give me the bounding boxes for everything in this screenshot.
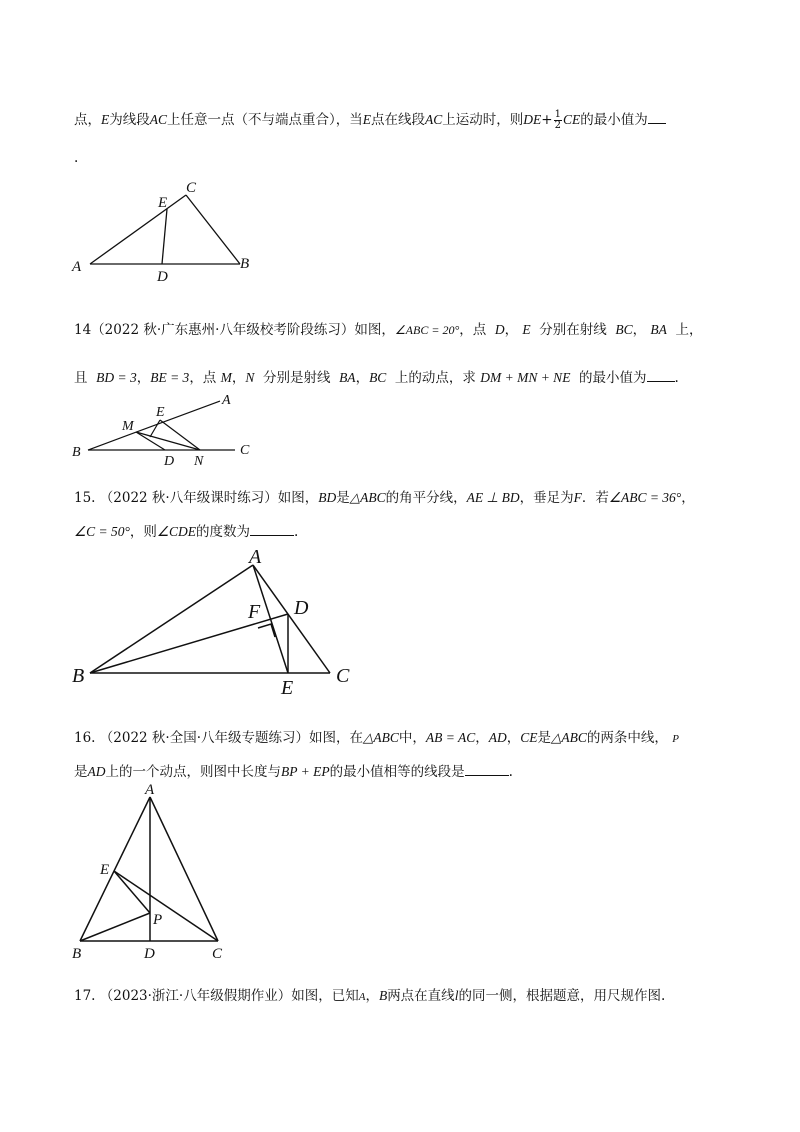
text: 的同一侧，根据题意，用尺规作图. <box>458 988 666 1004</box>
triangle-ABC: △ABC <box>551 730 587 745</box>
text: ， <box>475 730 489 746</box>
angle-ABC: ∠ABC = 36° <box>608 490 682 505</box>
text: ， <box>365 988 379 1004</box>
label-M: M <box>122 419 134 434</box>
label-B: B <box>72 445 81 460</box>
q16-line1 <box>74 726 679 746</box>
text: 上运动时，则 <box>442 112 524 128</box>
text: . <box>674 370 679 386</box>
var-E: E <box>522 322 531 337</box>
q15-line1 <box>74 486 695 506</box>
text: . <box>293 524 299 540</box>
text: 17. （2023·浙江·八年级假期作业）如图，已知 <box>74 988 359 1004</box>
eq-AB-AC: AB = AC <box>425 730 476 745</box>
text: 14（2022 秋·广东惠州·八年级校考阶段练习）如图， <box>74 322 395 338</box>
var-M: M <box>220 370 232 385</box>
text: 的最小值为 <box>580 112 648 128</box>
text: 的两条中线， <box>586 730 668 746</box>
text: 15. （2022 秋·八年级课时练习）如图， <box>74 490 319 506</box>
var-D: D <box>494 322 505 337</box>
frac-den: 2 <box>554 120 561 131</box>
label-A: A <box>222 393 231 408</box>
text: 16. （2022 秋·全国·八年级专题练习）如图，在 <box>74 730 363 746</box>
answer-blank <box>648 111 666 124</box>
text: 上任意一点（不与端点重合），当 <box>167 112 363 128</box>
var-B: B <box>378 988 388 1003</box>
text: 是 <box>336 490 350 506</box>
text: ．若 <box>581 490 609 506</box>
label-D: D <box>164 454 175 469</box>
label-A: A <box>145 782 155 798</box>
label-E: E <box>158 195 168 211</box>
text: . <box>508 764 513 780</box>
q15-line2 <box>74 520 298 540</box>
answer-blank <box>250 523 294 536</box>
text: 两点在直线 <box>387 988 455 1004</box>
fraction <box>554 110 562 131</box>
label-B: B <box>240 256 250 272</box>
var-BC: BC <box>615 322 633 337</box>
text: 分别是射线 <box>262 370 331 386</box>
answer-blank <box>647 369 675 382</box>
text: 的角平分线， <box>385 490 467 506</box>
label-D: D <box>294 597 309 619</box>
q16-line2 <box>74 760 513 780</box>
angle-ABC: ∠ABC = 20° <box>394 323 460 337</box>
label-B: B <box>72 665 85 687</box>
triangle-ABC: △ABC <box>363 730 399 745</box>
var-N: N <box>245 370 255 385</box>
label-C: C <box>212 946 223 962</box>
text: ，点 <box>459 322 487 338</box>
var-AC: AC <box>149 112 168 127</box>
text: 是 <box>537 730 552 746</box>
label-D: D <box>157 269 168 285</box>
var-A: A <box>358 991 366 1003</box>
label-N: N <box>194 454 204 469</box>
text: ， <box>136 370 151 386</box>
label-F: F <box>248 601 261 623</box>
eq-BD: BD = 3 <box>96 370 137 385</box>
var-E: E <box>101 112 110 127</box>
var-AC: AC <box>425 112 443 127</box>
text: 分别在射线 <box>539 322 607 338</box>
text: ， <box>231 370 246 386</box>
var-l: l <box>454 988 459 1003</box>
text: 上的动点，求 <box>394 370 476 386</box>
frac-num: 1 <box>554 109 561 120</box>
q13-line1 <box>74 108 666 131</box>
var-AD: AD <box>488 730 507 745</box>
var-BA: BA <box>650 322 667 337</box>
perp-AE-BD: AE ⊥ BD <box>466 490 520 505</box>
label-A: A <box>249 546 262 568</box>
eq-BE: BE = 3 <box>150 370 190 385</box>
var-AD: AD <box>87 764 106 779</box>
answer-blank <box>465 763 509 776</box>
label-C: C <box>186 180 197 196</box>
text: 点， <box>74 112 101 128</box>
text: 为线段 <box>109 112 150 128</box>
text: 的度数为 <box>195 524 250 540</box>
text: 点在线段 <box>371 112 426 128</box>
text: 是 <box>74 764 88 780</box>
var-CE: CE <box>562 112 581 127</box>
text: 的最小值相等的线段是 <box>329 764 465 780</box>
var-DE: DE <box>523 112 542 127</box>
text: ， <box>681 490 695 506</box>
var-CE: CE <box>520 730 538 745</box>
text: 中， <box>398 730 426 746</box>
var-P: P <box>672 733 679 745</box>
var-BA: BA <box>339 370 356 385</box>
label-A: A <box>72 259 82 275</box>
text: 上的一个动点，则图中长度与 <box>105 764 281 780</box>
text: ， <box>506 730 521 746</box>
label-E: E <box>156 405 165 420</box>
q14-line1 <box>74 318 702 338</box>
expr-BP-EP: BP + EP <box>281 764 330 779</box>
label-P: P <box>153 912 163 928</box>
q17-line1 <box>74 984 665 1004</box>
text: ， <box>632 322 647 338</box>
text: 的最小值为 <box>579 370 647 386</box>
text: ， <box>355 370 370 386</box>
text: ，垂足为 <box>519 490 574 506</box>
label-E: E <box>100 862 110 878</box>
var-BD: BD <box>318 490 337 505</box>
text: ，点 <box>189 370 217 386</box>
triangle-ABC: △ABC <box>349 490 386 505</box>
text: 且 <box>74 370 88 386</box>
var-BC: BC <box>369 370 387 385</box>
var-F: F <box>573 490 582 505</box>
text: ，则 <box>129 524 157 540</box>
label-E: E <box>281 677 294 699</box>
angle-C: ∠C = 50° <box>74 524 130 539</box>
text: . <box>74 150 79 166</box>
label-B: B <box>72 946 82 962</box>
expr-sum: DM + MN + NE <box>480 370 571 385</box>
text: 上， <box>675 322 703 338</box>
angle-CDE: ∠CDE <box>156 524 196 539</box>
plus-sign: + <box>541 112 553 128</box>
q13-line2 <box>74 150 78 166</box>
var-E: E <box>362 112 372 127</box>
label-D: D <box>144 946 155 962</box>
text: ， <box>504 322 519 338</box>
q14-line2 <box>74 366 679 386</box>
label-C: C <box>240 443 250 458</box>
label-C: C <box>336 665 350 687</box>
